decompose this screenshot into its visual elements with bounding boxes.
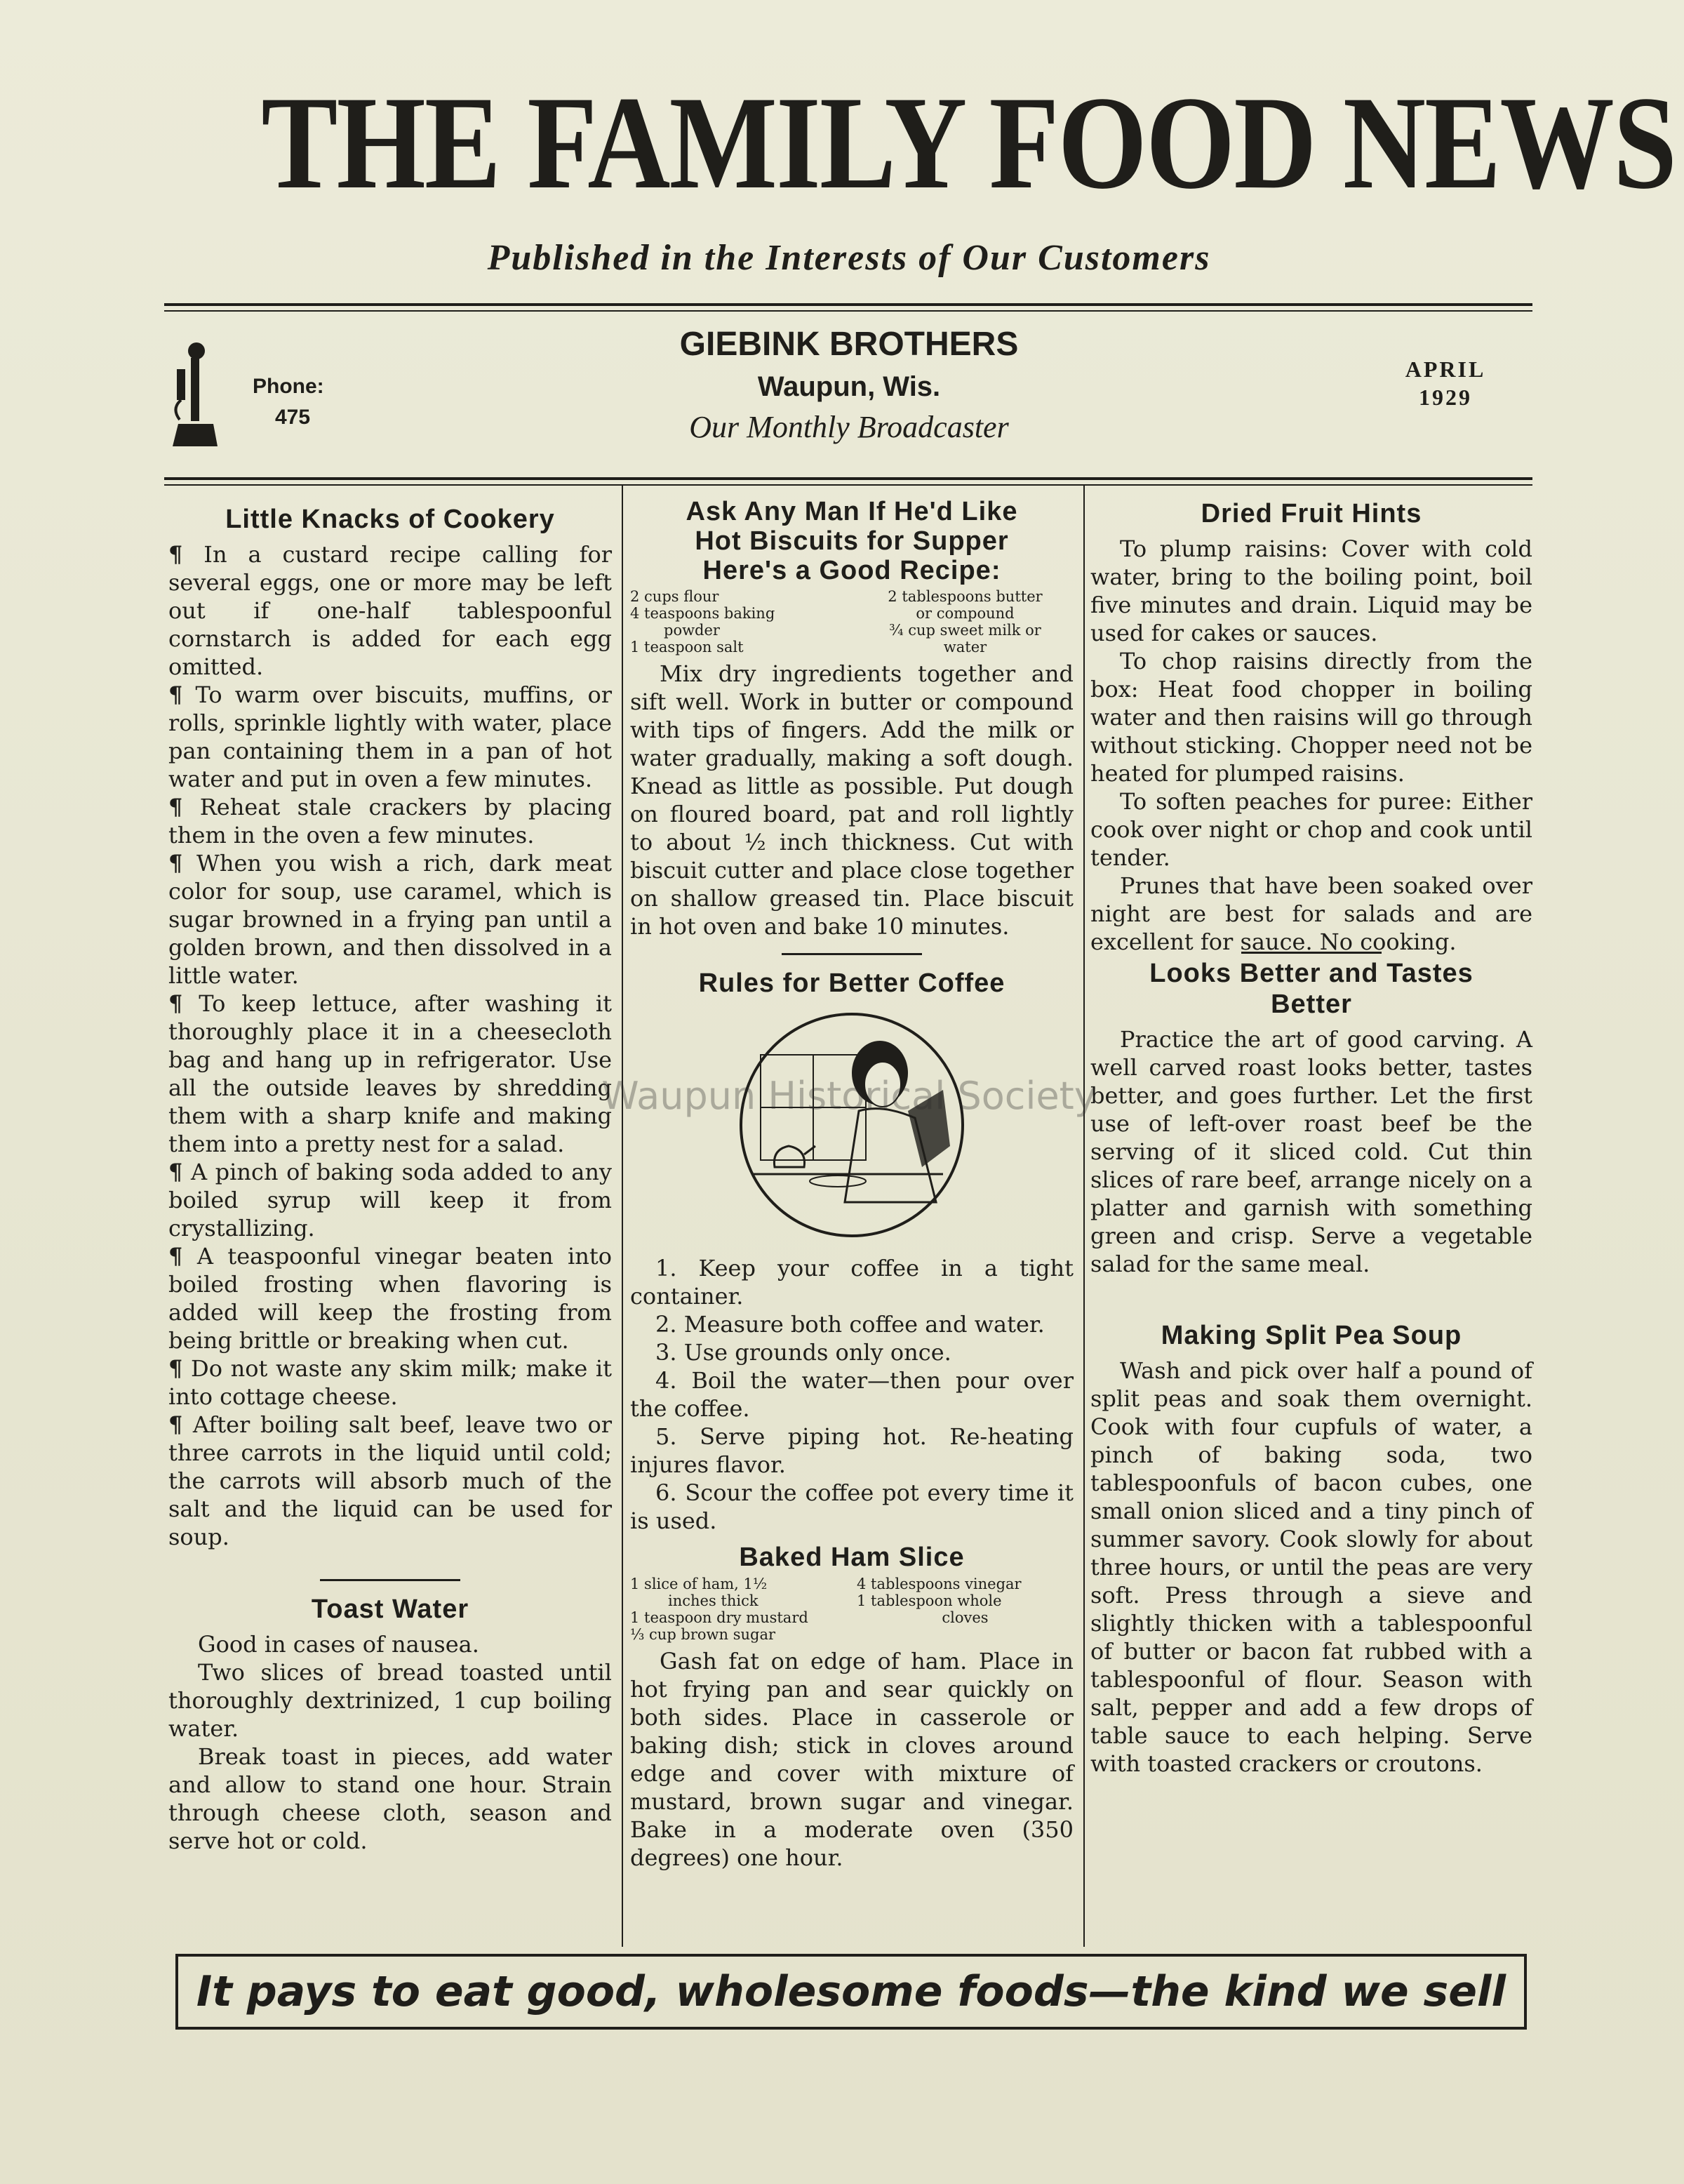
- looks-paragraph: Practice the art of good carving. A well carved roast looks better, tastes better, and goes further. Let the first use of left-over roast beef be the serving of it sliced cold. Cut thin slices of rare beef, arrange nicely on a platter and garnish with something green and crisp. Serve a vegetable salad for the same meal.: [1090, 1026, 1532, 1277]
- phone-label: Phone:: [253, 375, 324, 398]
- biscuit-heading-line3: Here's a Good Recipe:: [702, 556, 1001, 585]
- column-middle: [630, 495, 1074, 1872]
- store-subtitle: Our Monthly Broadcaster: [689, 410, 1009, 444]
- masthead-tagline: Published in the Interests of Our Customers: [487, 238, 1211, 278]
- pilcrow-icon: ¶: [168, 541, 183, 568]
- ingredient: or compound: [916, 605, 1015, 622]
- toast-paragraph: Two slices of bread toasted until thoroughly dextrinized, 1 cup boiling water.: [168, 1659, 612, 1742]
- phone-number: 475: [275, 406, 311, 429]
- knack-item: ¶ A teaspoonful vinegar beaten into boiled frosting when flavoring is added will keep the frosting from being brittle or breaking when cut.: [168, 1243, 613, 1354]
- footer-slogan: It pays to eat good, wholesome foods—the kind we sell: [175, 1954, 1527, 2030]
- pilcrow-icon: ¶: [168, 990, 183, 1017]
- ingredient: cloves: [942, 1609, 989, 1626]
- coffee-rules-list: [630, 1254, 1074, 1535]
- ingredient: 4 tablespoons vinegar: [857, 1576, 1022, 1592]
- coffee-heading: Rules for Better Coffee: [698, 968, 1005, 998]
- coffee-rule: 5. Serve piping hot. Re-heating injures flavor.: [630, 1423, 1074, 1478]
- ingredient: 1 tablespoon whole: [857, 1592, 1002, 1609]
- knack-item: ¶ Reheat stale crackers by placing them in the oven a few minutes.: [168, 794, 612, 848]
- ham-method: Gash fat on edge of ham. Place in hot frying pan and sear quickly on both sides. Place in casserole or baking dish; stick in cloves around edge and cover with mixture of mustard, brown sugar and vinegar. Bake in a moderate oven (350 degrees) one hour.: [630, 1648, 1074, 1871]
- knack-item: ¶ To keep lettuce, after washing it thoroughly place it in a cheesecloth bag and hang up in refrigerator. Use all the outside leaves by shredding them with a sharp knife and making them into a pretty nest for a salad.: [168, 990, 613, 1157]
- fruit-paragraph: To chop raisins directly from the box: Heat food chopper in boiling water and then raisins will go through without sticking. Chopper need not be heated for plumped raisins.: [1090, 648, 1532, 787]
- watermark: Waupun Historical Society: [601, 1074, 1097, 1118]
- pilcrow-icon: ¶: [168, 794, 183, 820]
- ingredient: 1 teaspoon salt: [630, 639, 744, 655]
- ingredient: inches thick: [668, 1592, 759, 1609]
- ingredient: 1 teaspoon dry mustard: [630, 1609, 808, 1626]
- issue-year: 1929: [1419, 385, 1472, 410]
- biscuit-method: Mix dry ingredients together and sift well. Work in butter or compound with tips of fingers. Add the milk or water gradually, making a soft dough. Knead as little as possible. Put dough on floured board, pat and roll lightly to about ½ inch thickness. Cut with biscuit cutter and place close together on shallow greased tin. Place biscuit in hot oven and bake 10 minutes.: [630, 660, 1074, 940]
- coffee-rule: 4. Boil the water—then pour over the coffee.: [630, 1367, 1074, 1422]
- fruit-paragraph: To soften peaches for puree: Either cook over night or chop and cook until tender.: [1090, 788, 1532, 871]
- ingredient: ¾ cup sweet milk or: [889, 622, 1041, 639]
- biscuit-ingredients: [630, 588, 1074, 655]
- biscuit-heading-line2: Hot Biscuits for Supper: [695, 526, 1009, 556]
- coffee-rule: 1. Keep your coffee in a tight container.: [630, 1255, 1074, 1310]
- ham-heading: Baked Ham Slice: [739, 1543, 965, 1572]
- ingredient: 4 teaspoons baking: [630, 605, 775, 622]
- knack-item: ¶ In a custard recipe calling for several eggs, one or more may be left out if one-half tablespoonful cornstarch is added for each egg omitted.: [168, 541, 612, 680]
- column-divider-left: [622, 486, 623, 1947]
- column-right: [1090, 495, 1532, 1778]
- coffee-illustration: [733, 1006, 971, 1244]
- telephone-icon: [164, 341, 220, 448]
- masthead-rule-bottom: [164, 477, 1532, 486]
- looks-heading-line1: Looks Better and Tastes: [1149, 959, 1474, 988]
- knack-item: ¶ To warm over biscuits, muffins, or rolls, sprinkle lightly with water, place pan containing them in a pan of hot water and put in oven a few minutes.: [168, 681, 613, 792]
- toast-paragraph: Good in cases of nausea.: [198, 1631, 479, 1658]
- knack-item: ¶ When you wish a rich, dark meat color for soup, use caramel, which is sugar browned in a frying pan until a golden brown, and then dissolved in a little water.: [168, 850, 613, 989]
- knack-item: ¶ A pinch of baking soda added to any boiled syrup will keep it from crystallizing.: [168, 1159, 613, 1241]
- pilcrow-icon: ¶: [168, 1159, 183, 1185]
- soup-paragraph: Wash and pick over half a pound of split peas and soak them overnight. Cook with four cupfuls of water, a pinch of baking soda, two tablespoonfuls of bacon cubes, one small onion sliced and a tiny pinch of summer savory. Cook slowly for about three hours, or until the peas are very soft. Press through a sieve and slightly thicken with a tablespoonful of butter or bacon fat rubbed with a tablespoonful of flour. Season with salt, pepper and add a few drops of table sauce to each helping. Serve with toasted crackers or croutons.: [1090, 1357, 1532, 1777]
- masthead-title: THE FAMILY FOOD NEWS: [261, 69, 1676, 217]
- column-divider-right: [1083, 486, 1085, 1947]
- ingredient: 1 slice of ham, 1½: [630, 1576, 768, 1592]
- issue-month: APRIL: [1405, 357, 1486, 382]
- store-name: GIEBINK BROTHERS: [679, 326, 1019, 363]
- pilcrow-icon: ¶: [168, 681, 183, 708]
- coffee-rule: 2. Measure both coffee and water.: [655, 1311, 1045, 1338]
- fruit-heading: Dried Fruit Hints: [1201, 499, 1422, 528]
- ingredient: 2 cups flour: [630, 588, 719, 605]
- pilcrow-icon: ¶: [168, 1411, 183, 1438]
- ingredient: [857, 1626, 1074, 1643]
- fruit-paragraph: To plump raisins: Cover with cold water, bring to the boiling point, boil five minutes and drain. Liquid may be used for cakes or sauces.: [1090, 535, 1532, 646]
- section-rule: [320, 1579, 460, 1581]
- biscuit-heading-line1: Ask Any Man If He'd Like: [686, 497, 1018, 526]
- section-rule: [782, 953, 922, 955]
- ingredient: water: [943, 639, 987, 655]
- toast-paragraph: Break toast in pieces, add water and allow to stand one hour. Strain through cheese cloth, season and serve hot or cold.: [168, 1743, 612, 1854]
- coffee-rule: 3. Use grounds only once.: [655, 1339, 951, 1366]
- knack-item: ¶ After boiling salt beef, leave two or three carrots in the liquid until cold; the carrots will absorb much of the salt and the liquid can be used for soup.: [168, 1411, 613, 1550]
- coffee-rule: 6. Scour the coffee pot every time it is used.: [630, 1479, 1074, 1534]
- ingredient: powder: [664, 622, 720, 639]
- store-town: Waupun, Wis.: [757, 371, 941, 402]
- column-left: [168, 495, 612, 1855]
- pilcrow-icon: ¶: [168, 850, 183, 877]
- ingredient: 2 tablespoons butter: [888, 588, 1043, 605]
- soup-heading: Making Split Pea Soup: [1161, 1321, 1462, 1350]
- knacks-heading: Little Knacks of Cookery: [225, 505, 555, 534]
- looks-heading-line2: Better: [1271, 990, 1352, 1019]
- toast-heading: Toast Water: [311, 1594, 469, 1624]
- knack-item: ¶ Do not waste any skim milk; make it into cottage cheese.: [168, 1355, 613, 1410]
- pilcrow-icon: ¶: [168, 1355, 183, 1382]
- ham-ingredients: [630, 1576, 1074, 1643]
- fruit-paragraph: Prunes that have been soaked over night are best for salads and are excellent for sauce. No cooking.: [1090, 872, 1532, 955]
- ingredient: ⅓ cup brown sugar: [630, 1626, 776, 1643]
- masthead-rule-top: [164, 303, 1532, 312]
- pilcrow-icon: ¶: [168, 1243, 183, 1270]
